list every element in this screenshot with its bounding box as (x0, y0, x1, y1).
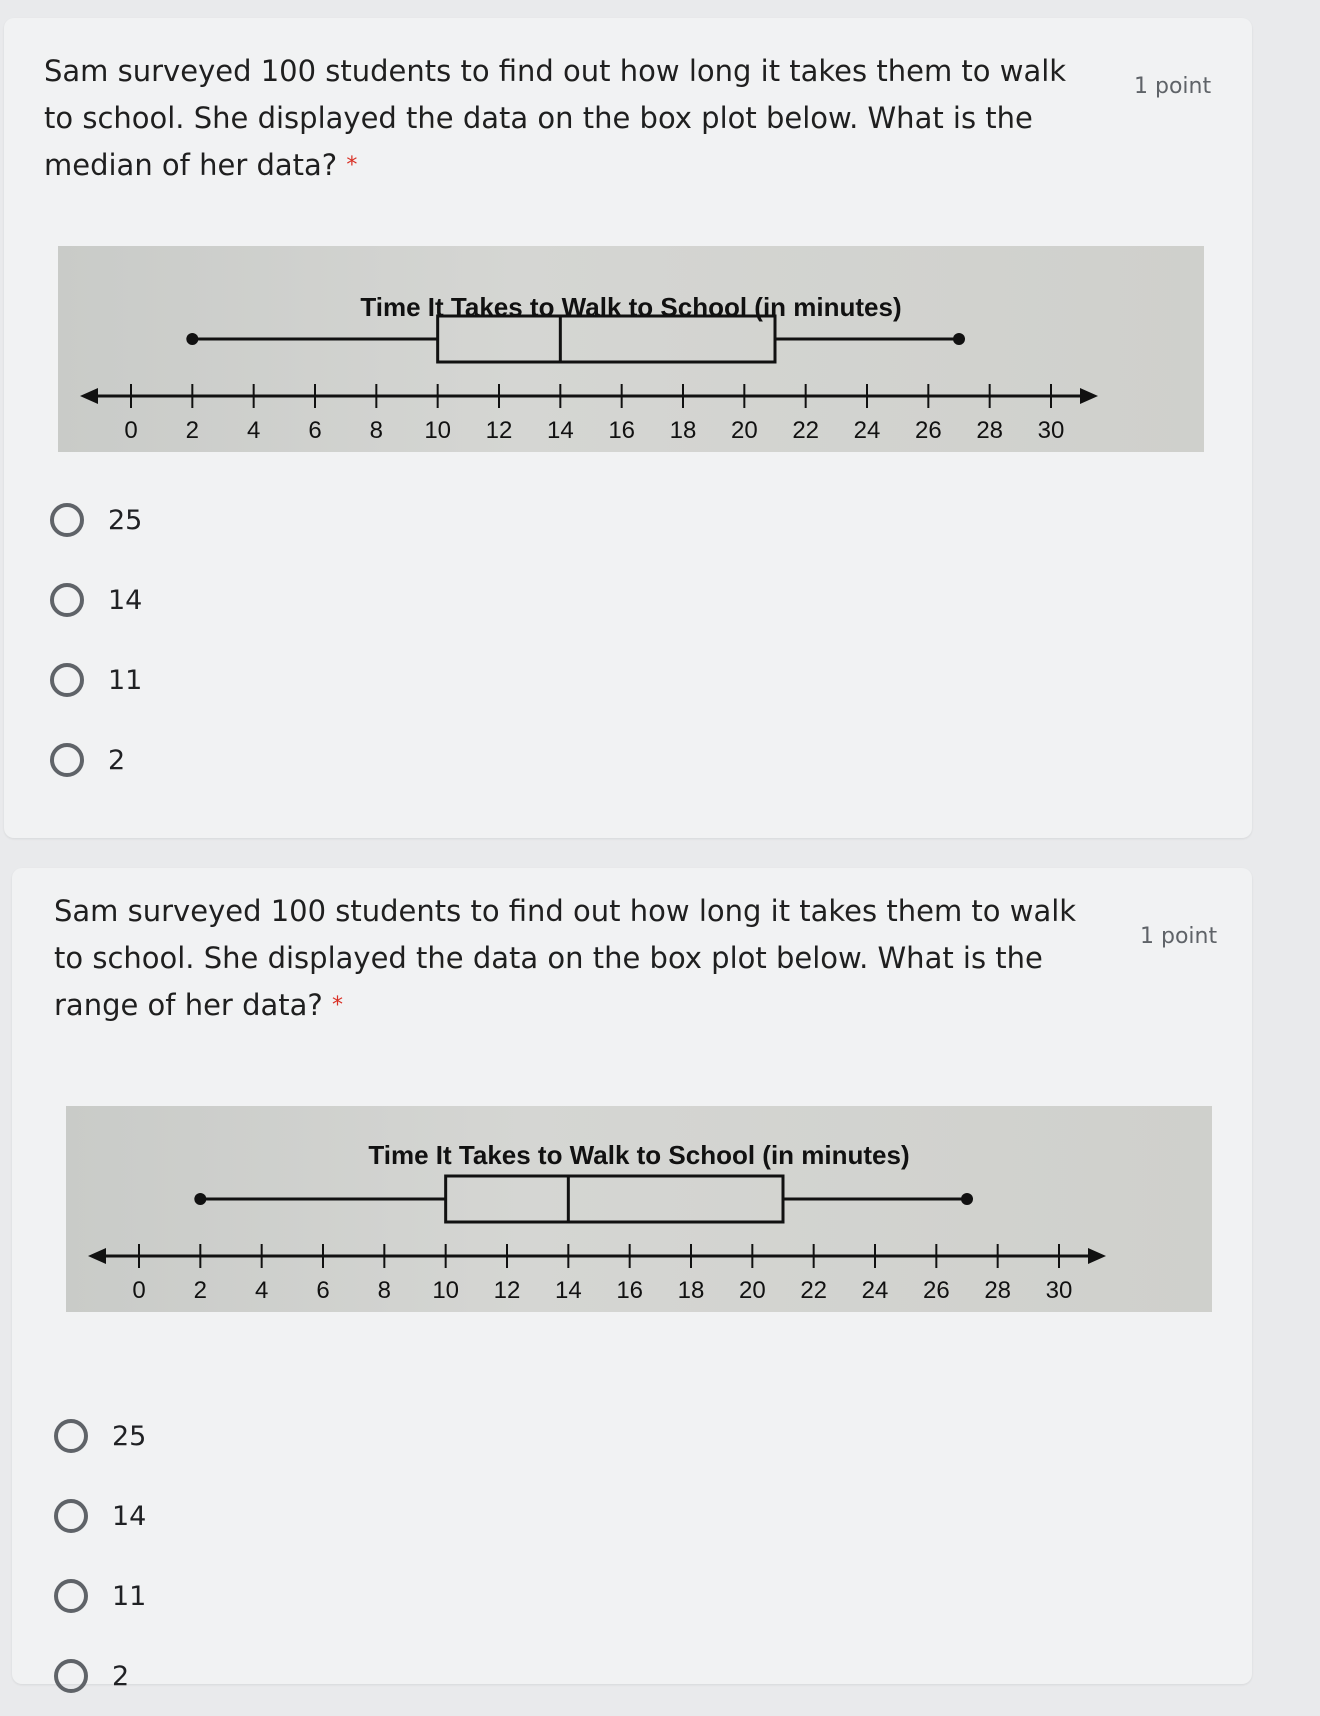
option-label: 25 (108, 504, 143, 536)
tick-label: 18 (677, 1277, 705, 1304)
options-group (50, 480, 142, 800)
tick-label: 14 (546, 417, 574, 444)
tick-label: 22 (800, 1277, 828, 1304)
radio-icon[interactable] (50, 743, 84, 777)
points-label: 1 point (1140, 924, 1218, 949)
option-25[interactable] (54, 1396, 146, 1476)
option-2[interactable] (50, 720, 142, 800)
tick-label: 26 (914, 417, 942, 444)
tick-label: 4 (254, 1277, 269, 1304)
min-point (194, 1193, 206, 1205)
option-label: 11 (112, 1580, 147, 1612)
radio-icon[interactable] (50, 503, 84, 537)
required-asterisk: * (346, 153, 358, 178)
radio-icon[interactable] (54, 1419, 88, 1453)
tick-label: 10 (424, 417, 452, 444)
tick-label: 20 (738, 1277, 766, 1304)
box-plot-panel (58, 246, 1204, 452)
plot-title: Time It Takes to Walk to School (in minutes) (368, 1140, 910, 1170)
tick-label: 16 (616, 1277, 644, 1304)
radio-icon[interactable] (50, 583, 84, 617)
arrow-right-icon (1088, 1248, 1106, 1264)
arrow-left-icon (80, 388, 98, 404)
tick-label: 24 (853, 417, 881, 444)
tick-label: 30 (1037, 417, 1065, 444)
min-point (186, 333, 198, 345)
option-label: 14 (108, 584, 143, 616)
tick-label: 14 (554, 1277, 582, 1304)
option-25[interactable] (50, 480, 142, 560)
box-plot-panel (66, 1106, 1212, 1312)
required-asterisk: * (332, 993, 344, 1018)
tick-label: 2 (193, 1277, 208, 1304)
tick-label: 8 (377, 1277, 392, 1304)
radio-icon[interactable] (50, 663, 84, 697)
radio-icon[interactable] (54, 1579, 88, 1613)
tick-label: 28 (976, 417, 1004, 444)
option-2[interactable] (54, 1636, 146, 1716)
tick-label: 0 (124, 417, 138, 444)
tick-label: 24 (861, 1277, 889, 1304)
option-label: 25 (112, 1420, 147, 1452)
iqr-box (438, 316, 775, 362)
tick-label: 8 (369, 417, 384, 444)
max-point (953, 333, 965, 345)
tick-label: 2 (185, 417, 200, 444)
option-11[interactable] (50, 640, 142, 720)
tick-label: 6 (316, 1277, 330, 1304)
option-11[interactable] (54, 1556, 146, 1636)
iqr-box (446, 1176, 783, 1222)
tick-label: 28 (984, 1277, 1012, 1304)
option-14[interactable] (54, 1476, 146, 1556)
tick-label: 10 (432, 1277, 460, 1304)
question-text-content: Sam surveyed 100 students to find out how long it takes them to walk to school. She displayed the data on the box plot below. What is the range of her data? (54, 894, 1077, 1022)
tick-label: 12 (485, 417, 513, 444)
tick-label: 16 (608, 417, 636, 444)
max-point (961, 1193, 973, 1205)
points-label: 1 point (1134, 74, 1212, 99)
option-14[interactable] (50, 560, 142, 640)
radio-icon[interactable] (54, 1659, 88, 1693)
tick-label: 30 (1045, 1277, 1073, 1304)
box-plot-svg (58, 246, 1204, 452)
question-text-content: Sam surveyed 100 students to find out how long it takes them to walk to school. She displayed the data on the box plot below. What is the median of her data? (44, 54, 1067, 182)
plot-title: Time It Takes to Walk to School (in minutes) (360, 292, 902, 322)
tick-label: 4 (246, 417, 261, 444)
arrow-left-icon (88, 1248, 106, 1264)
option-label: 2 (108, 744, 126, 776)
tick-label: 26 (922, 1277, 950, 1304)
question-text (54, 888, 1104, 1029)
tick-label: 20 (730, 417, 758, 444)
tick-label: 12 (493, 1277, 521, 1304)
question-text (44, 48, 1094, 189)
option-label: 11 (108, 664, 143, 696)
tick-label: 6 (308, 417, 322, 444)
options-group (54, 1396, 146, 1716)
question-card-2 (12, 868, 1252, 1692)
option-label: 2 (112, 1660, 130, 1692)
tick-label: 18 (669, 417, 697, 444)
tick-label: 0 (132, 1277, 146, 1304)
question-card-1 (4, 18, 1252, 838)
radio-icon[interactable] (54, 1499, 88, 1533)
tick-label: 22 (792, 417, 820, 444)
box-plot-svg (66, 1106, 1212, 1312)
arrow-right-icon (1080, 388, 1098, 404)
option-label: 14 (112, 1500, 147, 1532)
